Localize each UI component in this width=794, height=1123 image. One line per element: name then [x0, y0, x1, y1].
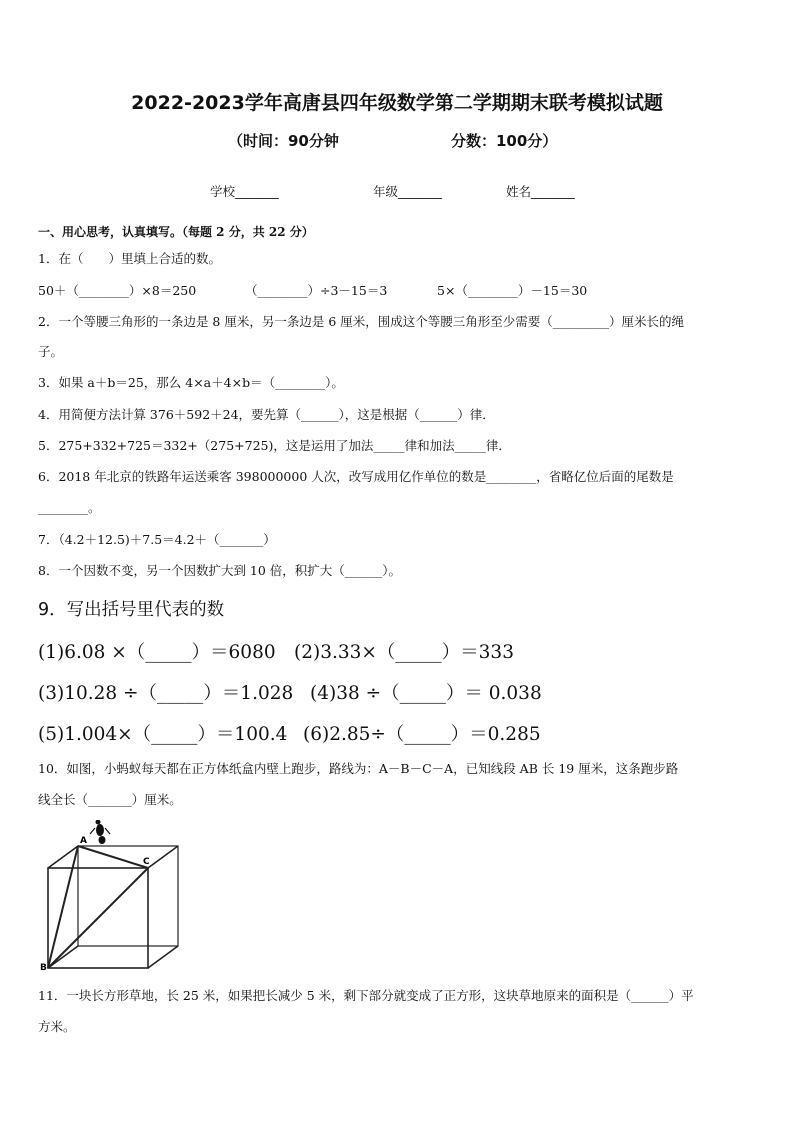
- school-field: 学校_______: [210, 184, 279, 199]
- question-4: 4．用简便方法计算 376＋592＋24，要先算（______），这是根据（______）律．: [38, 407, 495, 422]
- question-10: 10．如图，小蚂蚁每天都在正方体纸盒内壁上跑步，路线为：A－B－C－A，已知线段 AB 长 19 厘米，这条跑步路: [38, 761, 679, 776]
- question-11-cont: 方米。: [38, 1019, 76, 1034]
- question-2: 2．一个等腰三角形的一条边是 8 厘米，另一条边是 6 厘米，围成这个等腰三角形至少需要（_________）厘米长的绳: [38, 314, 685, 329]
- question-6-cont: ________。: [38, 500, 101, 515]
- question-5: 5．275+332+725＝332+（275+725)，这是运用了加法_____律和加法_____律．: [38, 438, 511, 453]
- question-9: 9．写出括号里代表的数: [38, 600, 225, 620]
- page-title: 2022-2023学年高唐县四年级数学第二学期期末联考模拟试题: [131, 92, 663, 114]
- exam-time: （时间：90分钟: [228, 132, 339, 150]
- question-7: 7．（4.2＋12.5)＋7.5＝4.2＋（_______）: [38, 532, 276, 547]
- question-10-cont: 线全长（_______）厘米。: [38, 792, 182, 807]
- question-3: 3．如果 a＋b＝25，那么 4×a＋4×b＝（________）。: [38, 375, 344, 390]
- vertex-label-c: C: [143, 857, 150, 867]
- question-9-2: (2)3.33×（_____）＝333: [294, 642, 514, 663]
- grade-field: 年级_______: [373, 184, 442, 199]
- question-1b: （________）÷3－15＝3: [245, 283, 388, 298]
- question-9-6: (6)2.85÷（_____）＝0.285: [303, 724, 541, 745]
- question-9-3: (3)10.28 ÷（_____）＝1.028: [38, 683, 294, 704]
- question-9-5: (5)1.004×（_____）＝100.4: [38, 724, 288, 745]
- question-11: 11．一块长方形草地，长 25 米，如果把长减少 5 米，剩下部分就变成了正方形，这块草地原来的面积是（______）平: [38, 988, 694, 1003]
- path-bc: [48, 868, 148, 968]
- question-6: 6．2018 年北京的铁路年运送乘客 398000000 人次，改写成用亿作单位的数是________，省略亿位后面的尾数是: [38, 469, 674, 484]
- vertex-label-b: B: [40, 963, 47, 972]
- section-heading: 一、用心思考，认真填写。（每题 2 分，共 22 分）: [38, 225, 314, 239]
- exam-meta: [228, 130, 588, 151]
- vertex-label-a: A: [80, 836, 87, 846]
- ant-icon: [90, 820, 110, 844]
- question-1: 1．在（ ）里填上合适的数。: [38, 251, 221, 266]
- exam-score: 分数：100分）: [451, 132, 558, 150]
- cube-figure: [40, 820, 190, 972]
- question-2-cont: 子。: [38, 344, 64, 359]
- name-field: 姓名_______: [506, 184, 575, 199]
- question-1a: 50＋（________）×8＝250: [38, 283, 197, 298]
- question-8: 8．一个因数不变，另一个因数扩大到 10 倍，积扩大（______）。: [38, 563, 402, 578]
- question-9-4: (4)38 ÷（_____）＝ 0.038: [310, 683, 542, 704]
- question-9-1: (1)6.08 ×（_____）＝6080: [38, 642, 276, 663]
- path-ca: [78, 846, 148, 868]
- question-1c: 5×（________）－15＝30: [437, 283, 588, 298]
